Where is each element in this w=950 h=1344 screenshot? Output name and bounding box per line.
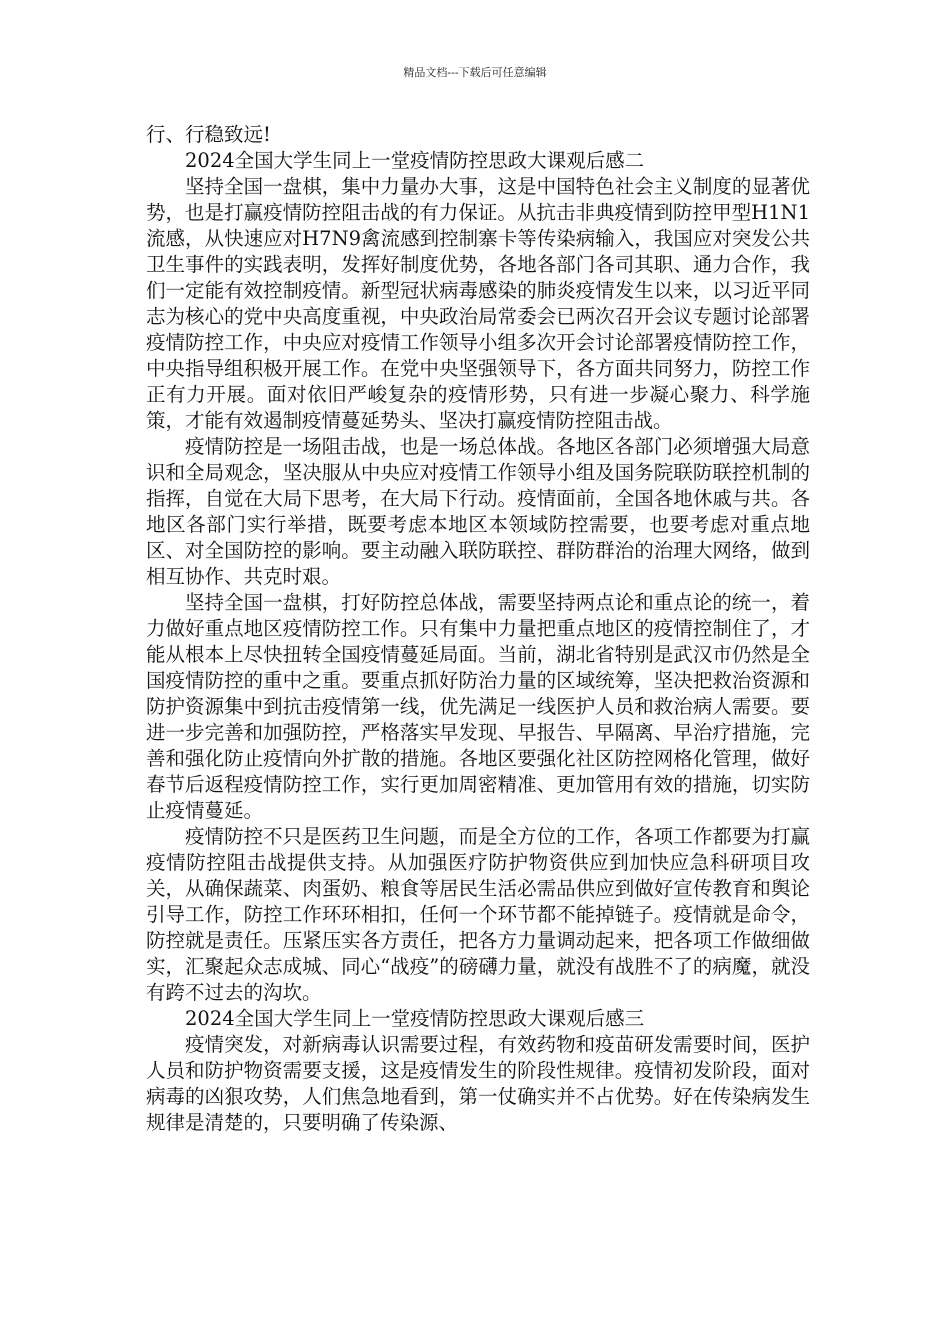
section-title-3: 2024全国大学生同上一堂疫情防控思政大课观后感三 xyxy=(185,1007,645,1030)
paragraph: 疫情防控不只是医药卫生问题，而是全方位的工作，各项工作都要为打赢疫情防控阻击战提供支持。从加强医疗防护物资供应到加快应急科研项目攻关，从确保蔬菜、肉蛋奶、粮食等居民生活必需品供应到做好宣传教育和舆论引导工作，防控工作环环相扣，任何一个环节都不能掉链子。疫情就是命令，防控就是责任。压紧压实各方责任，把各方力量调动起来，把各项工作做细做实，汇聚起众志成城、同心“战疫”的磅礴力量，就没有战胜不了的病魔，就没有跨不过去的沟坎。 xyxy=(146,825,810,1004)
continuation-line: 行、行稳致远! xyxy=(146,123,271,146)
paragraph: 坚持全国一盘棋，集中力量办大事，这是中国特色社会主义制度的显著优势，也是打赢疫情防控阻击战的有力保证。从抗击非典疫情到防控甲型H1N1流感，从快速应对H7N9禽流感到控制寨卡等传染病输入，我国应对突发公共卫生事件的实践表明，发挥好制度优势，各地各部门各司其职、通力合作，我们一定能有效控制疫情。新型冠状病毒感染的肺炎疫情发生以来，以习近平同志为核心的党中央高度重视，中央政治局常委会已两次召开会议专题讨论部署疫情防控工作，中央应对疫情工作领导小组多次开会讨论部署疫情防控工作，中央指导组积极开展工作。在党中央坚强领导下，各方面共同努力，防控工作正有力开展。面对依旧严峻复杂的疫情形势，只有进一步凝心聚力、科学施策，才能有效遏制疫情蔓延势头、坚决打赢疫情防控阻击战。 xyxy=(146,175,810,432)
document-body xyxy=(146,122,810,1136)
section-title-2: 2024全国大学生同上一堂疫情防控思政大课观后感二 xyxy=(185,149,645,172)
page-header: 精品文档---下载后可任意编辑 xyxy=(403,66,547,79)
paragraph: 坚持全国一盘棋，打好防控总体战，需要坚持两点论和重点论的统一，着力做好重点地区疫情防控工作。只有集中力量把重点地区的疫情控制住了，才能从根本上尽快扭转全国疫情蔓延局面。当前，湖北省特别是武汉市仍然是全国疫情防控的重中之重。要重点抓好防治力量的区域统筹，坚决把救治资源和防护资源集中到抗击疫情第一线，优先满足一线医护人员和救治病人需要。要进一步完善和加强防控，严格落实早发现、早报告、早隔离、早治疗措施，完善和强化防止疫情向外扩散的措施。各地区要强化社区防控网格化管理，做好春节后返程疫情防控工作，实行更加周密精准、更加管用有效的措施，切实防止疫情蔓延。 xyxy=(146,591,810,822)
paragraph: 疫情防控是一场阻击战，也是一场总体战。各地区各部门必须增强大局意识和全局观念，坚决服从中央应对疫情工作领导小组及国务院联防联控机制的指挥，自觉在大局下思考，在大局下行动。疫情面前，全国各地休戚与共。各地区各部门实行举措，既要考虑本地区本领域防控需要，也要考虑对重点地区、对全国防控的影响。要主动融入联防联控、群防群治的治理大网络，做到相互协作、共克时艰。 xyxy=(146,435,810,588)
paragraph: 疫情突发，对新病毒认识需要过程，有效药物和疫苗研发需要时间，医护人员和防护物资需要支援，这是疫情发生的阶段性规律。疫情初发阶段，面对病毒的凶狠攻势，人们焦急地看到，第一仗确实并不占优势。好在传染病发生规律是清楚的，只要明确了传染源、 xyxy=(146,1033,810,1134)
